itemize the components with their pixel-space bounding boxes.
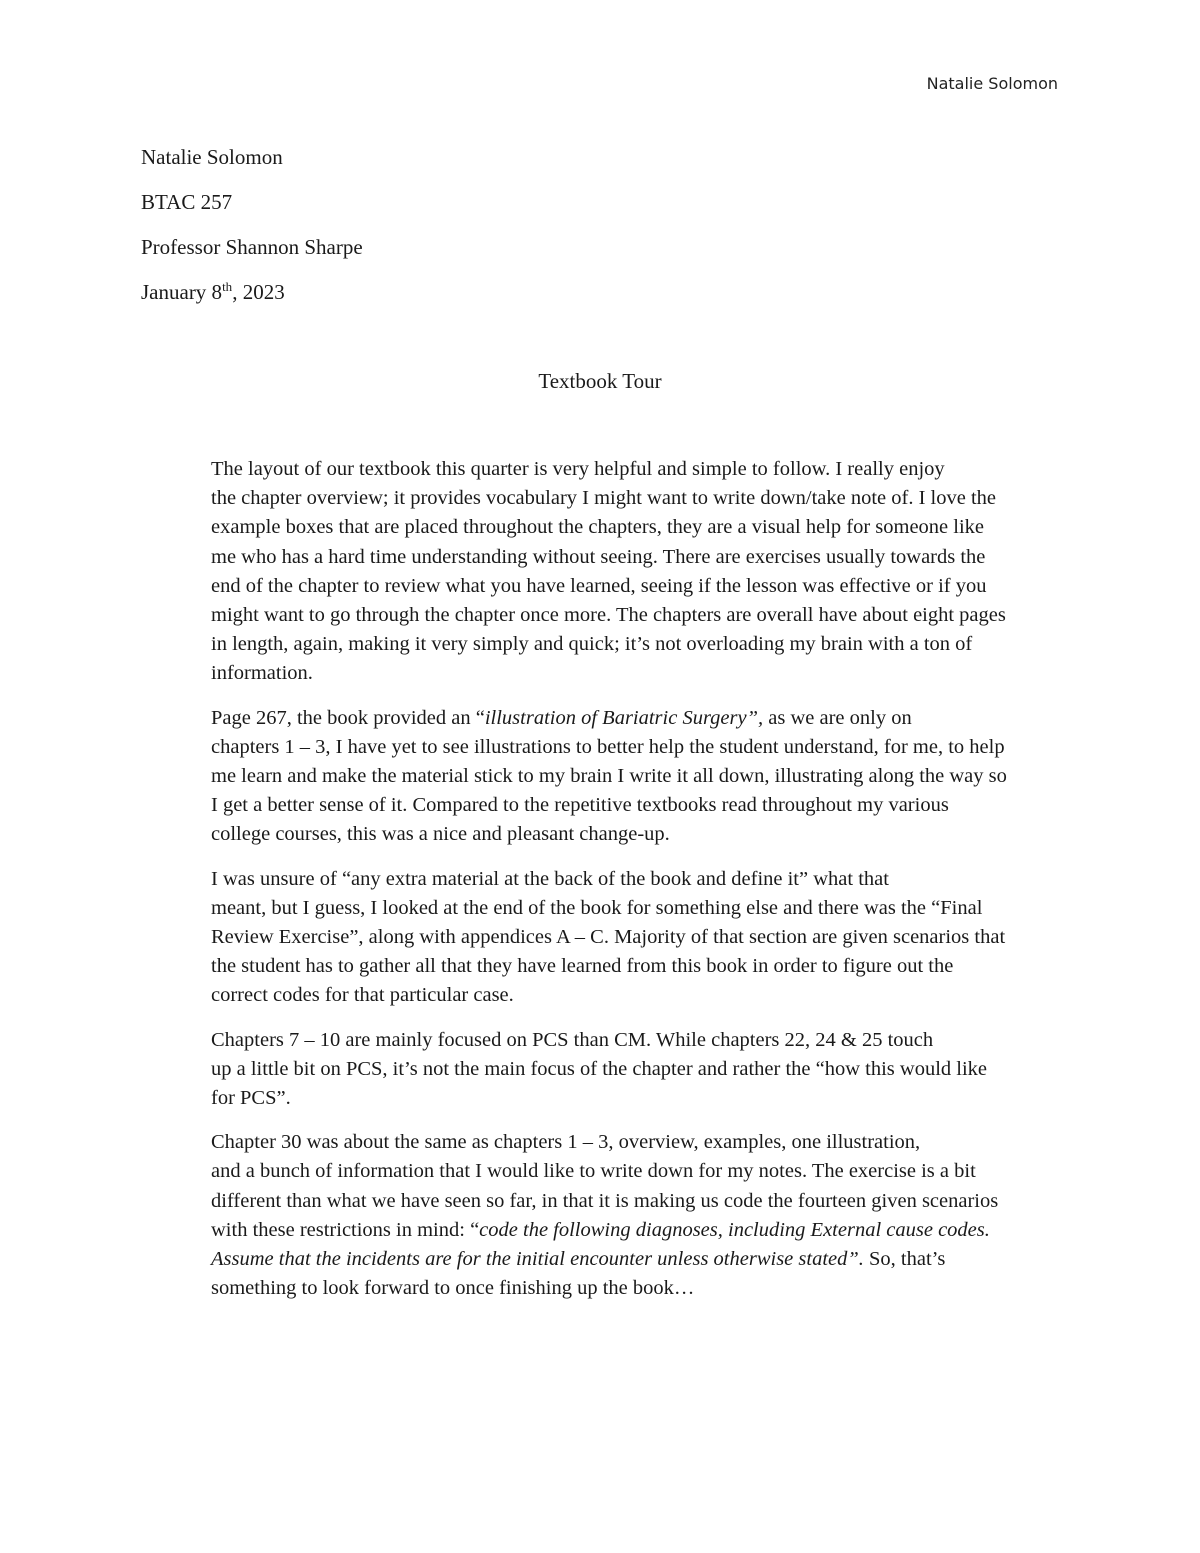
quoted-italic: Assume that the incidents are for the initial encounter unless otherwise stated”. bbox=[211, 1248, 864, 1271]
quoted-italic: illustration of Bariatric Surgery”, bbox=[484, 706, 764, 729]
paragraph-line: I was unsure of “any extra material at the back of the book and define it” what that bbox=[211, 867, 889, 890]
date-prefix: January 8 bbox=[141, 280, 223, 304]
document-title: Textbook Tour bbox=[538, 369, 662, 393]
paragraph-2 bbox=[141, 704, 1061, 850]
paragraph-line: in length, again, making it very simply and quick; it’s not overloading my brain with a ton of bbox=[211, 633, 973, 656]
text-run: Page 267, the book provided an “ bbox=[211, 706, 485, 729]
paragraph-line: I get a better sense of it. Compared to the repetitive textbooks read throughout my various bbox=[211, 794, 949, 817]
text-run: with these restrictions in mind: “ bbox=[211, 1218, 480, 1241]
text-run: So, that’s bbox=[863, 1248, 946, 1271]
running-header: Natalie Solomon bbox=[926, 74, 1058, 93]
paragraph-line: The layout of our textbook this quarter is very helpful and simple to follow. I really enjoy bbox=[211, 458, 945, 480]
paragraph-line: up a little bit on PCS, it’s not the main focus of the chapter and rather the “how this would like bbox=[211, 1057, 988, 1080]
paragraph-line: Chapter 30 was about the same as chapters 1 – 3, overview, examples, one illustration, bbox=[211, 1131, 921, 1154]
date-ordinal: th bbox=[222, 279, 233, 294]
professor-name: Professor Shannon Sharpe bbox=[141, 235, 363, 259]
paragraph-line: information. bbox=[211, 662, 313, 685]
paragraph-line: the student has to gather all that they have learned from this book in order to figure out the bbox=[211, 955, 954, 978]
student-name: Natalie Solomon bbox=[141, 145, 283, 169]
paragraph-line: correct codes for that particular case. bbox=[211, 984, 514, 1007]
paragraph-line: me learn and make the material stick to my brain I write it all down, illustrating along the way so bbox=[211, 765, 1007, 788]
paragraph-line: example boxes that are placed throughout the chapters, they are a visual help for someone like bbox=[211, 516, 985, 539]
paragraph-line: the chapter overview; it provides vocabulary I might want to write down/take note of. I love the bbox=[211, 487, 997, 510]
paragraph-line: college courses, this was a nice and pleasant change-up. bbox=[211, 823, 670, 846]
paragraph-line: Chapters 7 – 10 are mainly focused on PCS than CM. While chapters 22, 24 & 25 touch bbox=[211, 1028, 934, 1051]
paragraph-1 bbox=[141, 455, 1061, 689]
document-body bbox=[141, 455, 1061, 1318]
paragraph-line: something to look forward to once finishing up the book… bbox=[211, 1277, 695, 1300]
quoted-italic: code the following diagnoses, including External cause codes. bbox=[479, 1218, 990, 1241]
paragraph-line: and a bunch of information that I would like to write down for my notes. The exercise is a bit bbox=[211, 1160, 976, 1183]
paragraph-line bbox=[141, 1245, 1061, 1274]
paragraph-line: different than what we have seen so far, in that it is making us code the fourteen given scenarios bbox=[211, 1189, 999, 1212]
heading-block bbox=[141, 142, 1061, 322]
paragraph-5 bbox=[141, 1128, 1061, 1303]
paragraph-line: me who has a hard time understanding without seeing. There are exercises usually towards the bbox=[211, 545, 986, 568]
text-run: as we are only on bbox=[763, 706, 912, 729]
paragraph-line: might want to go through the chapter once more. The chapters are overall have about eight pages bbox=[211, 604, 1006, 627]
course-code: BTAC 257 bbox=[141, 190, 233, 214]
paragraph-line: end of the chapter to review what you have learned, seeing if the lesson was effective or if you bbox=[211, 574, 987, 597]
paragraph-line bbox=[211, 707, 912, 729]
date-line bbox=[141, 277, 1061, 307]
paragraph-4 bbox=[141, 1026, 1061, 1114]
paragraph-3 bbox=[141, 865, 1061, 1011]
paragraph-line bbox=[141, 1216, 1061, 1245]
paragraph-line: meant, but I guess, I looked at the end of the book for something else and there was the “Final bbox=[211, 896, 983, 919]
paragraph-line: Review Exercise”, along with appendices A – C. Majority of that section are given scenarios that bbox=[211, 926, 1006, 949]
date-suffix: , 2023 bbox=[232, 280, 285, 304]
paragraph-line: chapters 1 – 3, I have yet to see illustrations to better help the student understand, for me, to help bbox=[211, 735, 1005, 758]
paragraph-line: for PCS”. bbox=[211, 1087, 291, 1110]
